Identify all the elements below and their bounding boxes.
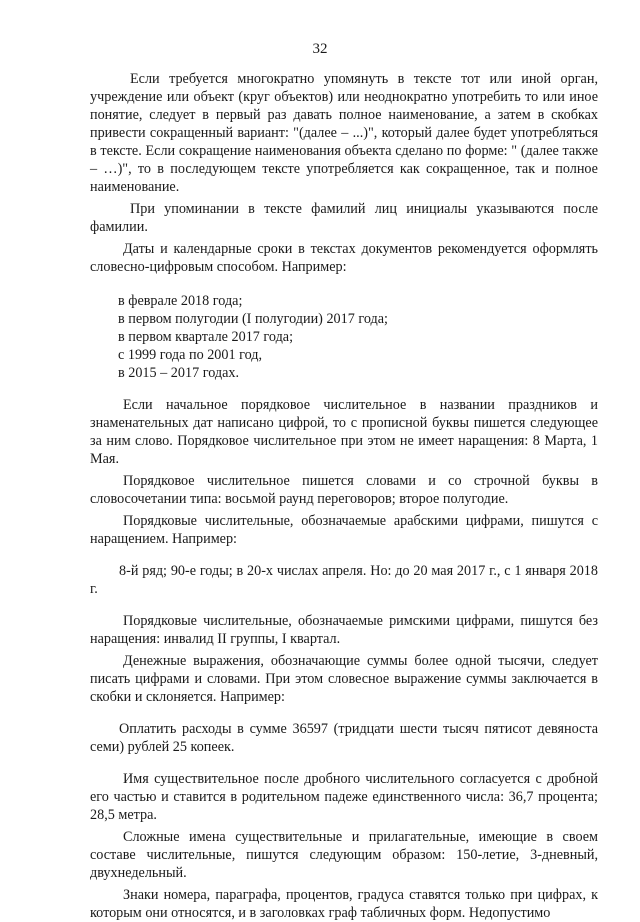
- paragraph-holidays: Если начальное порядковое числительное в названии праздников и знаменательных дат написано цифрой, то с прописной буквы пишется следующее за ним слово. Порядковое числительное при этом не имеет наращения: 8 Марта, 1 Мая.: [90, 397, 598, 467]
- date-examples-list: [90, 292, 598, 382]
- example-ordinals: 8-й ряд; 90-е годы; в 20-х числах апреля. Но: до 20 мая 2017 г., с 1 января 2018 г.: [90, 563, 598, 597]
- paragraph-initials: При упоминании в тексте фамилий лиц инициалы указываются после фамилии.: [90, 201, 598, 235]
- paragraph-ordinal-words: Порядковое числительное пишется словами и со строчной буквы в словосочетании типа: восьмой раунд переговоров; второе полугодие.: [90, 473, 598, 507]
- paragraph-abbreviations: Если требуется многократно упомянуть в тексте тот или иной орган, учреждение или объект (круг объектов) или неоднократно употребить то или иное понятие, следует в первый раз давать полное наименование, а затем в скобках привести сокращенный вариант: "(далее – ...)", который далее будет употребляться в тексте. Если сокращение наименования объекта сделано по форме: " (далее также – …)", то в последующем тексте употребляется как сокращенное, так и полное наименование.: [90, 71, 598, 195]
- list-item: в первом полугодии (I полугодии) 2017 года;: [118, 311, 388, 327]
- list-item: в феврале 2018 года;: [118, 293, 243, 309]
- list-item: в 2015 – 2017 годах.: [118, 365, 240, 381]
- paragraph-roman-ordinals: Порядковые числительные, обозначаемые римскими цифрами, пишутся без наращения: инвалид II группы, I квартал.: [90, 613, 598, 647]
- paragraph-arabic-ordinals: Порядковые числительные, обозначаемые арабскими цифрами, пишутся с наращением. Например:: [90, 513, 598, 547]
- paragraph-dates: Даты и календарные сроки в текстах документов рекомендуется оформлять словесно-цифровым способом. Например:: [90, 241, 598, 275]
- page-number: 32: [312, 41, 328, 57]
- paragraph-signs: Знаки номера, параграфа, процентов, градуса ставятся только при цифрах, к которым они относятся, и в заголовках граф табличных форм. Недопустимо: [90, 887, 598, 921]
- paragraph-compound-words: Сложные имена существительные и прилагательные, имеющие в своем составе числительные, пишутся следующим образом: 150-летие, 3-дневный, двухнедельный.: [90, 829, 598, 881]
- paragraph-money: Денежные выражения, обозначающие суммы более одной тысячи, следует писать цифрами и словами. При этом словесное выражение суммы заключается в скобки и склоняется. Например:: [90, 653, 598, 705]
- paragraph-fractions: Имя существительное после дробного числительного согласуется с дробной его частью и ставится в родительном падеже единственного числа: 36,7 процента; 28,5 метра.: [90, 771, 598, 823]
- list-item: с 1999 года по 2001 год,: [118, 347, 263, 363]
- list-item: в первом квартале 2017 года;: [118, 329, 294, 345]
- example-money: Оплатить расходы в сумме 36597 (тридцати шести тысяч пятисот девяноста семи) рублей 25 копеек.: [90, 721, 598, 755]
- document-body: [90, 70, 598, 922]
